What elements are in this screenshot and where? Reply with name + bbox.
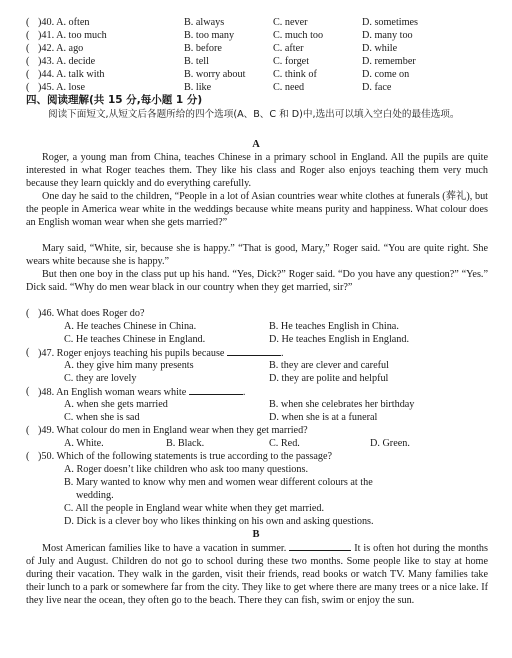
answer-paren[interactable]: (	[26, 347, 30, 358]
q50-option-c: C. All the people in England wear white when they get married.	[64, 503, 324, 514]
question-stem	[38, 385, 245, 399]
question-stem	[38, 346, 284, 360]
q50-option-d: D. Dick is a clever boy who likes thinking on his own and asking questions.	[64, 516, 374, 527]
option-d: D. remember	[362, 56, 416, 67]
q49-option-b: B. Black.	[166, 438, 205, 449]
question-stem-text: )48. An English woman wears white	[38, 387, 187, 398]
option-c: C. after	[273, 43, 304, 54]
option-b: B. always	[184, 17, 225, 28]
answer-blank[interactable]	[289, 541, 351, 551]
option-c: C. much too	[273, 30, 324, 41]
passage-a-paragraph-3: Mary said, “White, sir, because she is happy.” “That is good, Mary,” Roger said. “You are quite right. She wears white because she is happy.”	[26, 243, 488, 268]
q46-option-d: D. He teaches English in England.	[269, 334, 410, 345]
option-b: B. like	[184, 82, 212, 93]
passage-b-label: B	[252, 529, 260, 540]
option-b: B. tell	[184, 56, 209, 67]
passage-a-paragraph-4: But then one boy in the class put up his hand. “Yes, Dick?” Roger said. “Do you have any question?” “Yes.” Dick said. “Why do men wear black in our country when they get married, sir?”	[26, 269, 488, 294]
question-stem-text: )47. Roger enjoys teaching his pupils because	[38, 348, 225, 359]
option-b: B. too many	[184, 30, 235, 41]
answer-paren[interactable]: (	[26, 308, 30, 319]
option-b: B. before	[184, 43, 222, 54]
option-c: C. never	[273, 17, 308, 28]
q50-option-b-continued: wedding.	[76, 490, 114, 501]
option-a: )40. A. often	[38, 17, 90, 28]
q46-option-c: C. He teaches Chinese in England.	[64, 334, 206, 345]
q48-option-c: C. when she is sad	[64, 412, 140, 423]
question-stem-end: .	[281, 348, 284, 359]
passage-a-paragraph-1: Roger, a young man from China, teaches Chinese in a primary school in England. All the pupils are quite interested in what Roger teaches them. They like his class and Roger also enjoys teaching them very much because they learn quickly and do everything carefully.	[26, 152, 488, 190]
option-a: )44. A. talk with	[38, 69, 105, 80]
answer-paren[interactable]: (	[26, 17, 30, 28]
answer-paren[interactable]: (	[26, 451, 30, 462]
question-stem: )50. Which of the following statements is true according to the passage?	[38, 451, 333, 462]
option-d: D. come on	[362, 69, 410, 80]
option-a: )43. A. decide	[38, 56, 96, 67]
q50-option-b: B. Mary wanted to know why men and women wear different colours at the	[64, 477, 373, 488]
q48-option-b: B. when she celebrates her birthday	[269, 399, 415, 410]
answer-paren[interactable]: (	[26, 82, 30, 93]
answer-paren[interactable]: (	[26, 43, 30, 54]
answer-paren[interactable]: (	[26, 386, 30, 397]
option-c: C. forget	[273, 56, 310, 67]
q48-option-a: A. when she gets married	[64, 399, 168, 410]
answer-paren[interactable]: (	[26, 56, 30, 67]
q47-option-c: C. they are lovely	[64, 373, 137, 384]
option-c: C. think of	[273, 69, 317, 80]
q46-option-b: B. He teaches English in China.	[269, 321, 399, 332]
q47-option-a: A. they give him many presents	[64, 360, 194, 371]
option-a: )42. A. ago	[38, 43, 84, 54]
option-d: D. face	[362, 82, 392, 93]
option-c: C. need	[273, 82, 305, 93]
passage-b-paragraph	[26, 541, 488, 607]
q48-option-d: D. when she is at a funeral	[269, 412, 378, 423]
passage-b-text-rest: It is often hot during the months of July and August. Children do not go to school during these two months. Some people like to stay at home during their vacation. They walk in the garden, visit their friends, read books or watch TV. Many families take their lunch to a park or somewhere far from the city. They like to get where there are many trees or a nice lake. If they live near the ocean, they often go to the beach. There they can fish, swim or enjoy the sun.	[26, 543, 488, 607]
section-instruction: 阅读下面短文,从短文后各题所给的四个选项(A、B、C 和 D)中,选出可以填入空白处的最佳选项。	[48, 109, 460, 120]
answer-paren[interactable]: (	[26, 30, 30, 41]
q49-option-a: A. White.	[64, 438, 104, 449]
option-d: D. many too	[362, 30, 413, 41]
passage-a-paragraph-2: One day he said to the children, “People in a lot of Asian countries wear white clothes at funerals (葬礼), but the people in America wear white in the weddings because white means purity and happiness. What colour does an English woman wear when she gets married?”	[26, 191, 488, 229]
q47-option-d: D. they are polite and helpful	[269, 373, 389, 384]
passage-b-text-start: Most American families like to have a vacation in summer.	[42, 543, 287, 554]
option-b: B. worry about	[184, 69, 246, 80]
q49-option-c: C. Red.	[269, 438, 300, 449]
passage-a-label: A	[252, 139, 260, 150]
q46-option-a: A. He teaches Chinese in China.	[64, 321, 197, 332]
question-stem: )46. What does Roger do?	[38, 308, 145, 319]
option-a: )45. A. lose	[38, 82, 85, 93]
q47-option-b: B. they are clever and careful	[269, 360, 389, 371]
option-a: )41. A. too much	[38, 30, 107, 41]
q49-option-d: D. Green.	[370, 438, 410, 449]
answer-paren[interactable]: (	[26, 69, 30, 80]
question-stem: )49. What colour do men in England wear when they get married?	[38, 425, 308, 436]
answer-blank[interactable]	[227, 346, 281, 356]
answer-paren[interactable]: (	[26, 425, 30, 436]
section-title: 四、阅读理解(共 15 分,每小题 1 分)	[26, 94, 203, 106]
option-d: D. while	[362, 43, 398, 54]
answer-blank[interactable]	[189, 385, 243, 395]
question-stem-end: .	[242, 387, 246, 398]
q50-option-a: A. Roger doesn’t like children who ask too many questions.	[64, 464, 308, 475]
option-d: D. sometimes	[362, 17, 419, 28]
